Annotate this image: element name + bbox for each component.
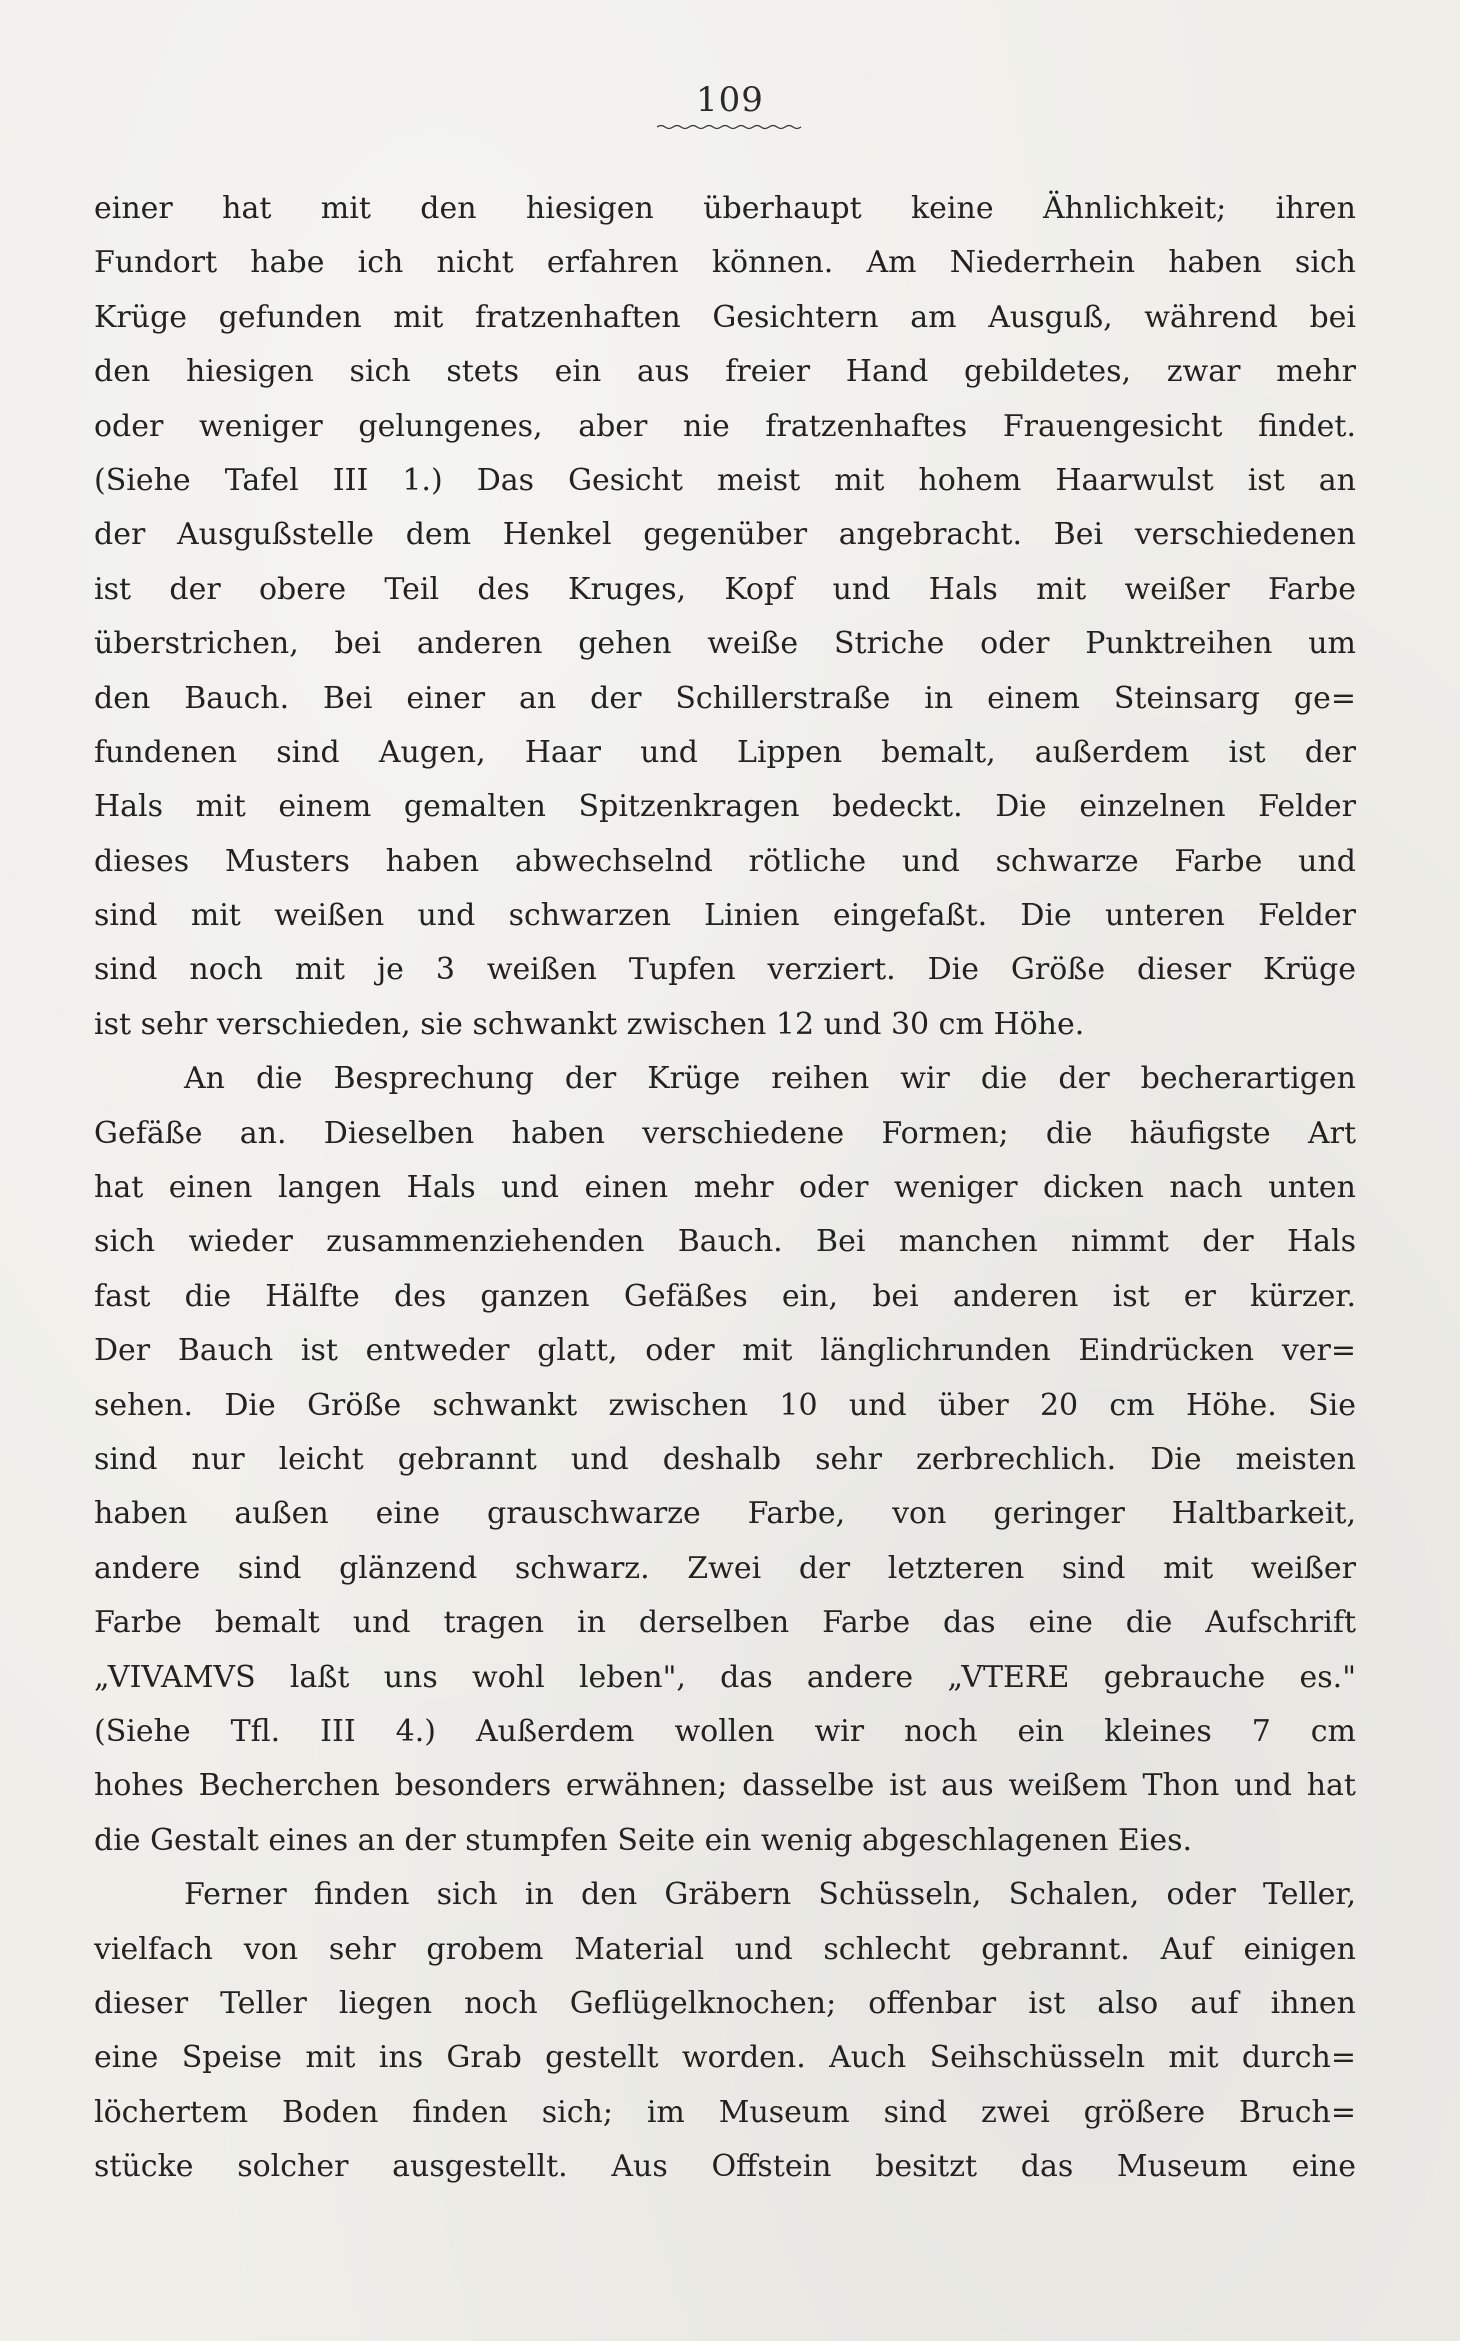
text-line: fundenen sind Augen, Haar und Lippen bemalt, außerdem ist der — [94, 734, 1356, 770]
text-line: dieses Musters haben abwechselnd rötliche und schwarze Farbe und — [94, 843, 1356, 879]
text-line: sind mit weißen und schwarzen Linien eingefaßt. Die unteren Felder — [94, 898, 1356, 934]
text-line: An die Besprechung der Krüge reihen wir die der becherartigen — [184, 1061, 1356, 1097]
text-line: einer hat mit den hiesigen überhaupt keine Ähnlichkeit; ihren — [94, 191, 1356, 226]
text-line: Fundort habe ich nicht erfahren können. Am Niederrhein haben sich — [94, 245, 1356, 281]
body-text — [94, 182, 1356, 2194]
text-line: die Gestalt eines an der stumpfen Seite ein wenig abgeschlagenen Eies. — [94, 1822, 1193, 1858]
text-line: Hals mit einem gemalten Spitzenkragen bedeckt. Die einzelnen Felder — [94, 789, 1356, 825]
text-line: sich wieder zusammenziehenden Bauch. Bei manchen nimmt der Hals — [94, 1224, 1356, 1260]
text-line: löchertem Boden finden sich; im Museum sind zwei größere Bruch= — [94, 2094, 1356, 2130]
text-line: Farbe bemalt und tragen in derselben Farbe das eine die Aufschrift — [94, 1605, 1356, 1641]
text-line: sehen. Die Größe schwankt zwischen 10 und über 20 cm Höhe. Sie — [94, 1387, 1356, 1423]
text-line: hohes Becherchen besonders erwähnen; dasselbe ist aus weißem Thon und hat — [94, 1768, 1356, 1804]
text-line: vielfach von sehr grobem Material und schlecht gebrannt. Auf einigen — [94, 1931, 1356, 1967]
text-line: den Bauch. Bei einer an der Schillerstraße in einem Steinsarg ge= — [94, 680, 1356, 716]
text-line: sind noch mit je 3 weißen Tupfen verziert. Die Größe dieser Krüge — [94, 952, 1356, 988]
text-line: ist der obere Teil des Kruges, Kopf und Hals mit weißer Farbe — [94, 571, 1356, 607]
page-header — [0, 80, 1460, 130]
text-line: Der Bauch ist entweder glatt, oder mit länglichrunden Eindrücken ver= — [94, 1333, 1356, 1369]
text-line: oder weniger gelungenes, aber nie fratzenhaftes Frauengesicht findet. — [94, 408, 1356, 444]
text-line: haben außen eine grauschwarze Farbe, von geringer Haltbarkeit, — [94, 1496, 1356, 1532]
text-line: (Siehe Tfl. III 4.) Außerdem wollen wir noch ein kleines 7 cm — [94, 1713, 1356, 1749]
text-line: ist sehr verschieden, sie schwankt zwischen 12 und 30 cm Höhe. — [94, 1006, 1085, 1042]
header-ornament-rule — [655, 124, 805, 130]
text-line: sind nur leicht gebrannt und deshalb sehr zerbrechlich. Die meisten — [94, 1441, 1356, 1477]
text-line: Krüge gefunden mit fratzenhaften Gesichtern am Ausguß, während bei — [94, 299, 1356, 335]
text-line: „VIVAMVS laßt uns wohl leben", das andere „VTERE gebrauche es." — [94, 1659, 1356, 1695]
text-line: fast die Hälfte des ganzen Gefäßes ein, bei anderen ist er kürzer. — [94, 1278, 1356, 1314]
text-line: den hiesigen sich stets ein aus freier Hand gebildetes, zwar mehr — [94, 354, 1356, 390]
text-line: Gefäße an. Dieselben haben verschiedene Formen; die häufigste Art — [94, 1115, 1356, 1151]
text-line: stücke solcher ausgestellt. Aus Offstein besitzt das Museum eine — [94, 2149, 1356, 2185]
text-line: der Ausgußstelle dem Henkel gegenüber angebracht. Bei verschiedenen — [94, 517, 1356, 553]
text-line: (Siehe Tafel III 1.) Das Gesicht meist mit hohem Haarwulst ist an — [94, 462, 1356, 498]
page-number: 109 — [696, 80, 764, 120]
text-line: andere sind glänzend schwarz. Zwei der letzteren sind mit weißer — [94, 1550, 1356, 1586]
text-line: Ferner finden sich in den Gräbern Schüsseln, Schalen, oder Teller, — [184, 1877, 1356, 1913]
text-line: eine Speise mit ins Grab gestellt worden. Auch Seihschüsseln mit durch= — [94, 2040, 1356, 2076]
text-line: überstrichen, bei anderen gehen weiße Striche oder Punktreihen um — [94, 626, 1356, 662]
text-line: hat einen langen Hals und einen mehr oder weniger dicken nach unten — [94, 1170, 1356, 1206]
text-line: dieser Teller liegen noch Geflügelknochen; offenbar ist also auf ihnen — [94, 1985, 1356, 2021]
